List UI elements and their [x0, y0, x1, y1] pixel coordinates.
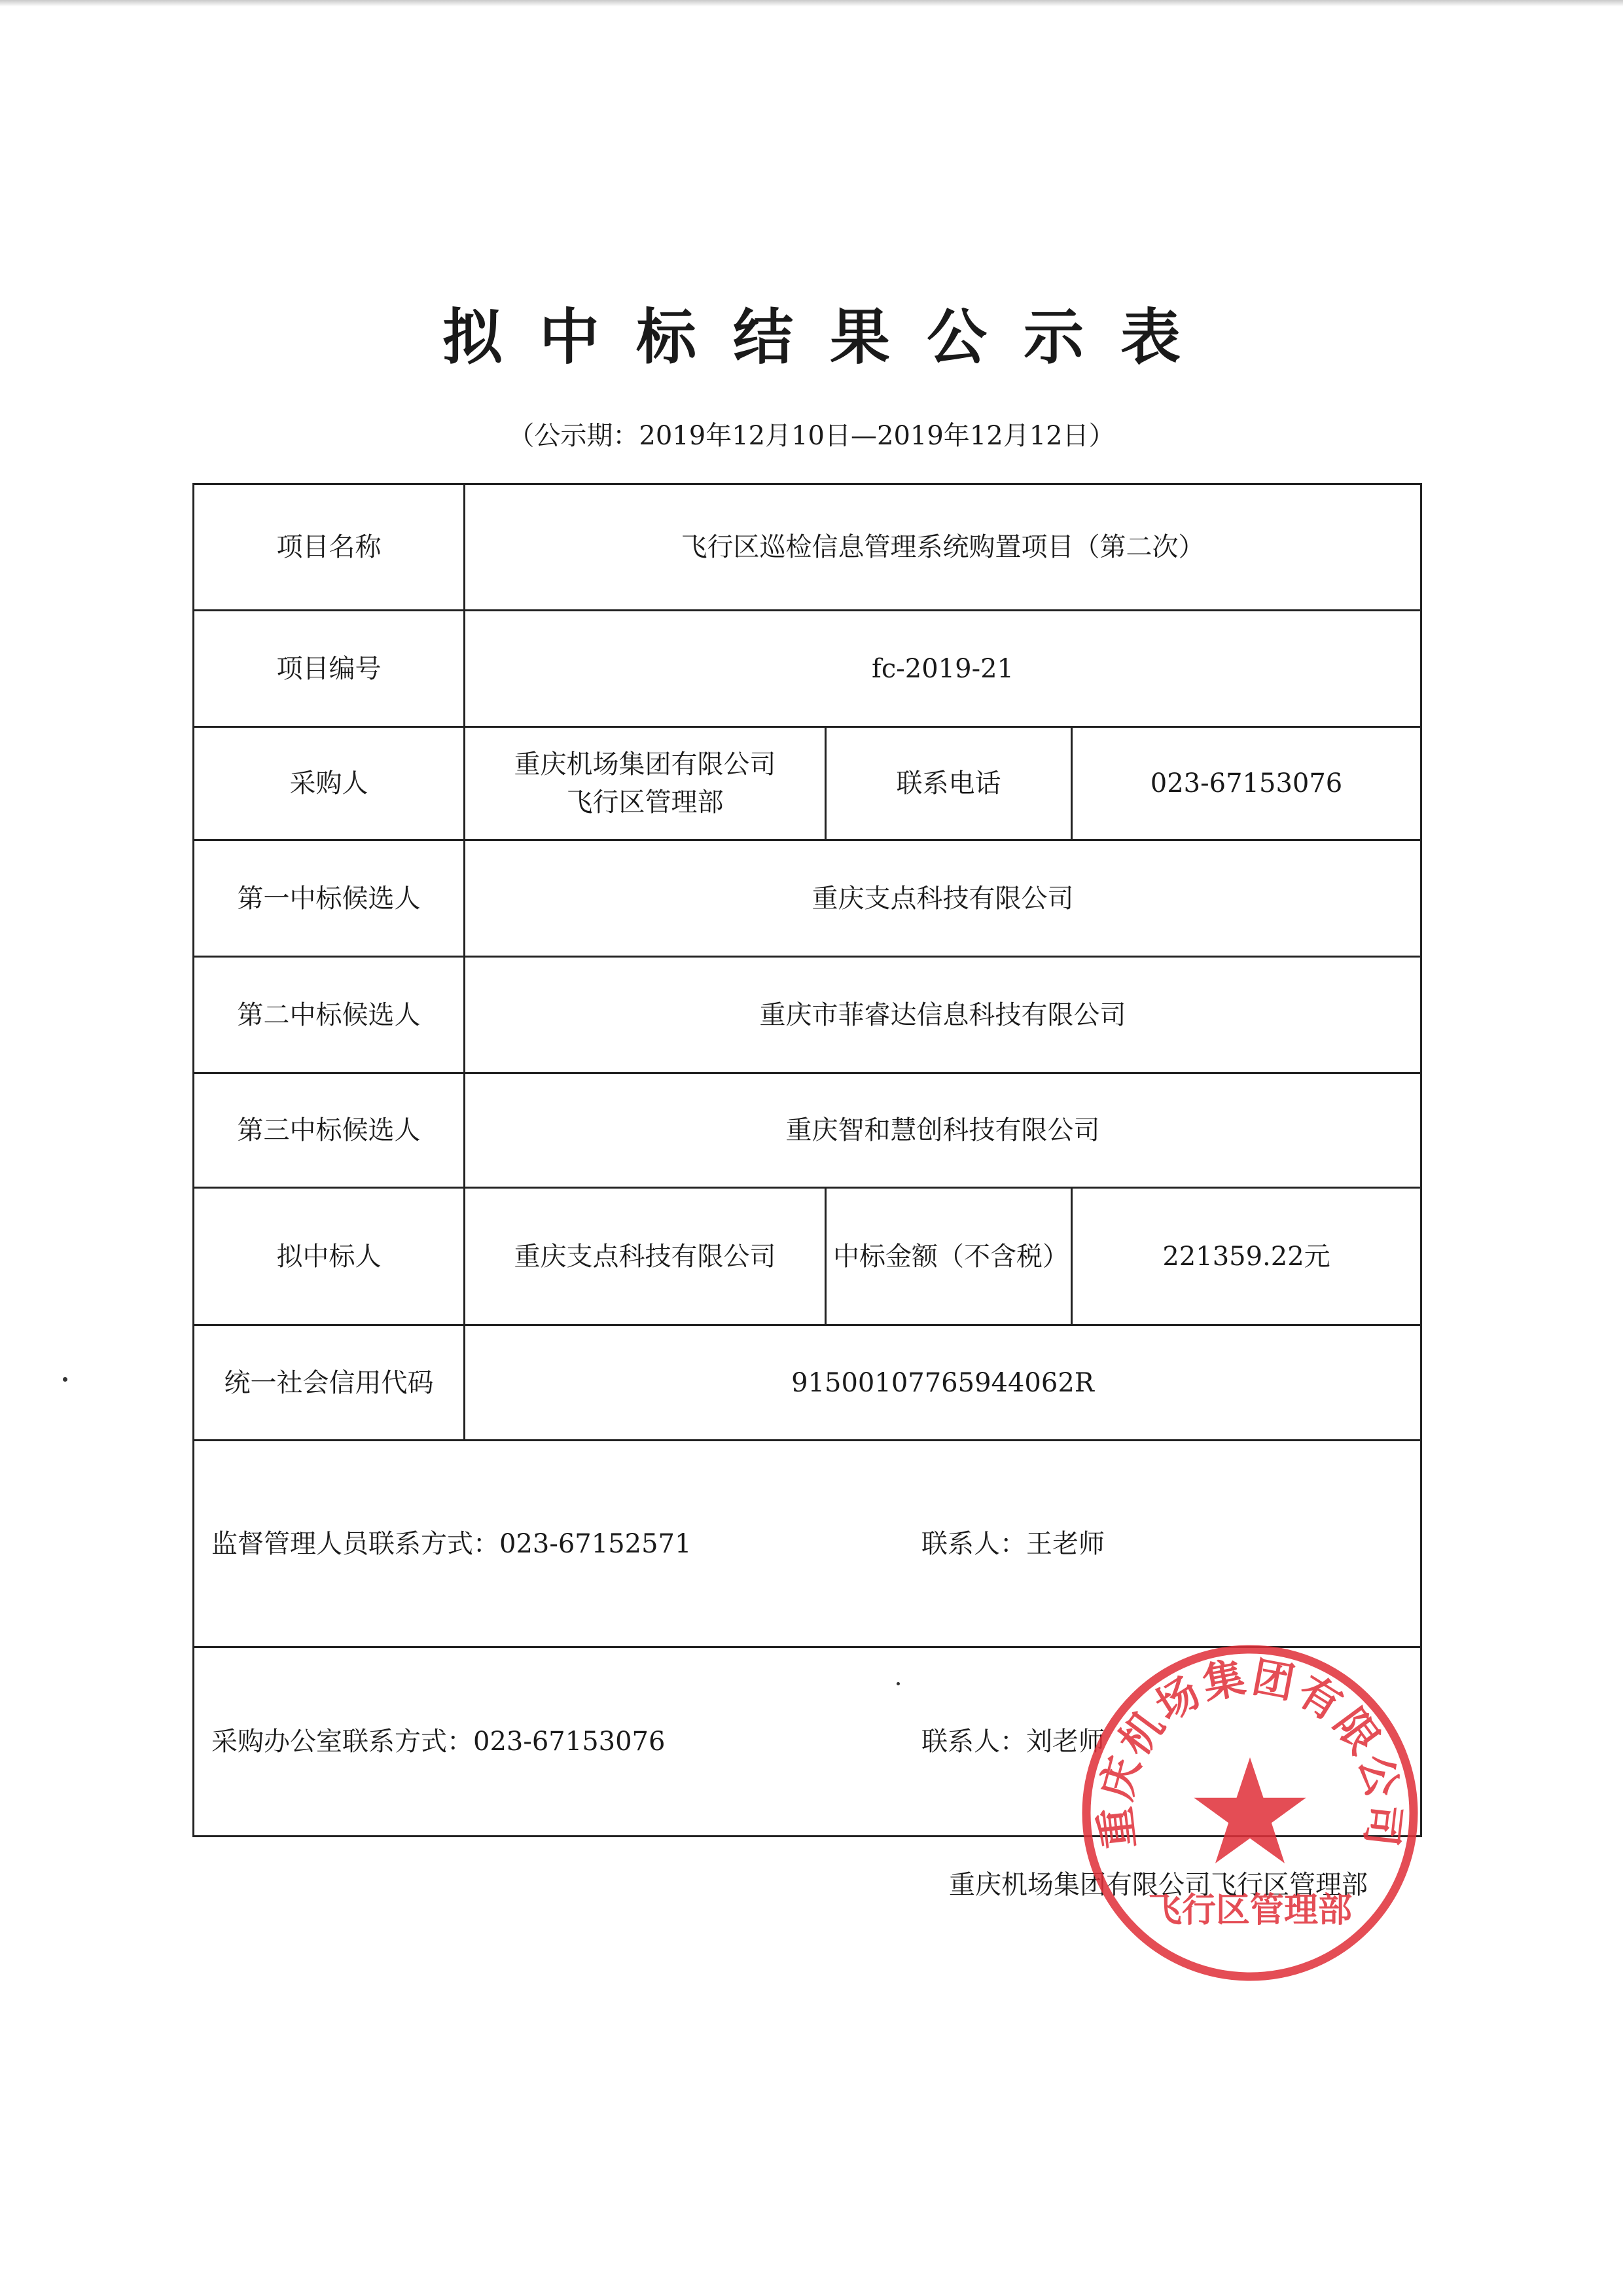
- phone-label: 联系电话: [826, 727, 1072, 840]
- purchaser-label: 采购人: [194, 727, 465, 840]
- project-number-label: 项目编号: [194, 611, 465, 727]
- purchaser-line-2: 飞行区管理部: [566, 787, 724, 817]
- document-title: 拟中标结果公示表: [442, 302, 1217, 372]
- office-person: 联系人：刘老师: [921, 1727, 1105, 1757]
- amount-label: 中标金额（不含税）: [826, 1188, 1072, 1325]
- scan-speck: [897, 1682, 900, 1685]
- credit-code-label: 统一社会信用代码: [194, 1325, 465, 1441]
- publicity-period: （公示期：2019年12月10日—2019年12月12日）: [508, 421, 1115, 451]
- table-row: [194, 484, 1421, 611]
- office-contact: 采购办公室联系方式：023-67153076: [211, 1727, 666, 1757]
- official-seal-stamp: [1073, 1636, 1427, 1990]
- supervision-person: 联系人：王老师: [921, 1528, 1105, 1559]
- table-row: [194, 1325, 1421, 1441]
- issuing-organization: 重庆机场集团有限公司飞行区管理部: [949, 1870, 1368, 1900]
- table-row: [194, 611, 1421, 727]
- project-name-value: 飞行区巡检信息管理系统购置项目（第二次）: [465, 484, 1421, 611]
- purchaser-value: [465, 727, 826, 840]
- supervision-contact-cell: [194, 1441, 1421, 1647]
- credit-code-value: 91500107765944062R: [465, 1325, 1421, 1441]
- project-name-label: 项目名称: [194, 484, 465, 611]
- table-row: [194, 1188, 1421, 1325]
- second-candidate-label: 第二中标候选人: [194, 957, 465, 1073]
- phone-value: 023-67153076: [1072, 727, 1421, 840]
- third-candidate-value: 重庆智和慧创科技有限公司: [465, 1073, 1421, 1188]
- purchaser-line-1: 重庆机场集团有限公司: [514, 749, 776, 780]
- result-table: [192, 483, 1422, 1837]
- seal-bottom-text: 飞行区管理部: [1147, 1891, 1353, 1930]
- winner-value: 重庆支点科技有限公司: [465, 1188, 826, 1325]
- scan-speck: [63, 1377, 67, 1382]
- scan-edge: [0, 0, 1623, 7]
- first-candidate-value: 重庆支点科技有限公司: [465, 840, 1421, 957]
- table-row: [194, 1441, 1421, 1647]
- table-row: [194, 1073, 1421, 1188]
- project-number-value: fc-2019-21: [465, 611, 1421, 727]
- table-row: [194, 957, 1421, 1073]
- winner-label: 拟中标人: [194, 1188, 465, 1325]
- seal-ring-textpath: 重庆机场集团有限公司: [1091, 1653, 1409, 1852]
- amount-value: 221359.22元: [1072, 1188, 1421, 1325]
- first-candidate-label: 第一中标候选人: [194, 840, 465, 957]
- second-candidate-value: 重庆市菲睿达信息科技有限公司: [465, 957, 1421, 1073]
- supervision-contact: 监督管理人员联系方式：023-67152571: [211, 1528, 692, 1559]
- table-row: [194, 727, 1421, 840]
- third-candidate-label: 第三中标候选人: [194, 1073, 465, 1188]
- table-row: [194, 840, 1421, 957]
- seal-star-icon: [1194, 1757, 1306, 1863]
